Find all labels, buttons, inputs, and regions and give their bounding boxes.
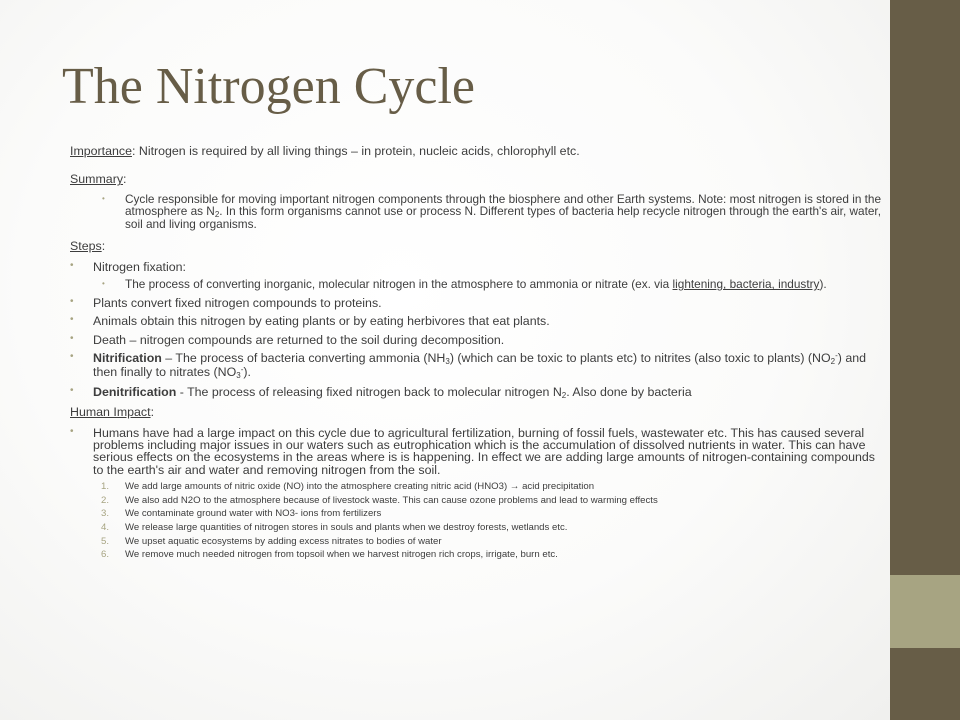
human-impact-item (70, 427, 888, 477)
denitrification-label: Denitrification (93, 385, 177, 400)
list-number: 4. (101, 522, 110, 534)
sidebar-dark-band-bottom (890, 648, 960, 720)
nitrification-text: – The process of bacteria converting ammonia (NH (161, 351, 446, 366)
list-number: 3. (101, 508, 110, 520)
steps-label: Steps (70, 239, 102, 254)
step-nitrogen-fixation (70, 261, 888, 273)
list-item (101, 523, 888, 533)
bullet-icon: • (70, 351, 74, 363)
list-item (101, 509, 888, 519)
summary-sub: 2 (214, 209, 220, 219)
summary-item (102, 191, 888, 231)
fixation-link[interactable]: lightening, bacteria, industry (672, 277, 820, 292)
summary-label: Summary (70, 172, 124, 187)
list-number: 6. (101, 549, 110, 561)
importance-label: Importance (70, 144, 132, 158)
list-text: We upset aquatic ecosystems by adding excess nitrates to bodies of water (125, 535, 442, 547)
list-item (101, 550, 888, 560)
bullet-icon: • (70, 332, 74, 344)
importance-text: : Nitrogen is required by all living things – in protein, nucleic acids, chlorophyll etc. (131, 144, 580, 158)
summary-text-end: . In this form organisms cannot use or process N. Different types of bacteria help recycle nitrogen through the earth's air, water, soil and living organisms. (125, 203, 881, 231)
bullet-icon: • (102, 193, 105, 203)
bullet-icon: • (70, 296, 74, 308)
nitrification-text: ) (which can be toxic to plants etc) to nitrites (also toxic to plants) (NO (449, 351, 831, 366)
list-item (101, 537, 888, 547)
fixation-label: Nitrogen fixation: (93, 259, 186, 274)
list-item (101, 482, 888, 492)
step-death (70, 334, 888, 346)
sidebar-dark-band-top (890, 0, 960, 575)
sidebar-light-band (890, 575, 960, 648)
death-text: Death – nitrogen compounds are returned to the soil during decomposition. (93, 332, 505, 347)
nitrification-label: Nitrification (93, 351, 162, 366)
summary-colon: : (123, 172, 127, 187)
list-number: 2. (101, 494, 110, 506)
bullet-icon: • (70, 314, 74, 326)
slide-content (70, 145, 888, 564)
nitrification-sub: 3 (236, 371, 241, 381)
list-number: 1. (101, 481, 110, 493)
nitrification-text: ). (243, 365, 251, 380)
steps-heading (70, 240, 888, 252)
bullet-icon: • (70, 385, 74, 397)
nitrification-text: ) and then finally to nitrates (NO (93, 351, 866, 380)
list-item (101, 496, 888, 506)
fixation-end: ). (819, 277, 827, 292)
step-animals (70, 315, 888, 327)
human-impact-list (101, 482, 888, 560)
steps-colon: : (101, 239, 106, 254)
list-text: We add large amounts of nitric oxide (NO) into the atmosphere creating nitric acid (HNO3) → acid precipitation (125, 481, 595, 493)
human-impact-text: Humans have had a large impact on this cycle due to agricultural fertilization, burning of fossil fuels, wastewater etc. This has caused several problems including major issues in our waters such as eutrophication which is the accumulation of dissolved nutrients in water. This can have serious effects on the ecosystems in the areas where is is happening. In effect we are adding large amounts of nitrogen-containing compounds to the earth's air and water and removing nitrogen from the soil. (93, 425, 875, 477)
human-impact-label: Human Impact (70, 405, 151, 420)
list-number: 5. (101, 535, 110, 547)
list-text: We also add N2O to the atmosphere because of livestock waste. This can cause ozone problems and lead to warming effects (125, 494, 658, 506)
nitrification-sub: 2 (830, 357, 836, 367)
list-text: We contaminate ground water with NO3- ions from fertilizers (125, 508, 382, 520)
step-denitrification (70, 386, 888, 400)
list-text: We remove much needed nitrogen from topsoil when we harvest nitrogen rich crops, irrigate, burn etc. (125, 549, 558, 561)
fixation-text: The process of converting inorganic, molecular nitrogen in the atmosphere to ammonia or nitrate (ex. via (125, 277, 673, 292)
plants-text: Plants convert fixed nitrogen compounds to proteins. (93, 296, 382, 311)
bullet-icon: • (102, 279, 105, 289)
denitrification-text: - The process of releasing fixed nitrogen back to molecular nitrogen N (176, 385, 562, 400)
human-impact-heading (70, 406, 888, 418)
nitrification-sup: - (835, 351, 838, 361)
denitrification-sub: 2 (561, 391, 567, 401)
nitrification-sub: 3 (445, 357, 450, 367)
step-nitrification (70, 352, 888, 380)
bullet-icon: • (70, 425, 74, 437)
importance-paragraph (70, 145, 888, 157)
summary-text: Cycle responsible for moving important nitrogen components through the biosphere and other Earth systems. Note: most nitrogen is stored in the atmosphere as N (125, 191, 882, 218)
decorative-sidebar (890, 0, 960, 720)
step-plants (70, 297, 888, 309)
fixation-detail (102, 279, 888, 291)
summary-heading (70, 173, 888, 185)
human-impact-colon: : (150, 405, 155, 420)
bullet-icon: • (70, 259, 74, 271)
nitrification-sup: - (240, 365, 244, 375)
list-text: We release large quantities of nitrogen stores in souls and plants when we destroy forests, wetlands etc. (125, 522, 568, 534)
slide-title: The Nitrogen Cycle (62, 58, 475, 115)
denitrification-text: . Also done by bacteria (566, 385, 692, 400)
animals-text: Animals obtain this nitrogen by eating plants or by eating herbivores that eat plants. (93, 314, 550, 329)
